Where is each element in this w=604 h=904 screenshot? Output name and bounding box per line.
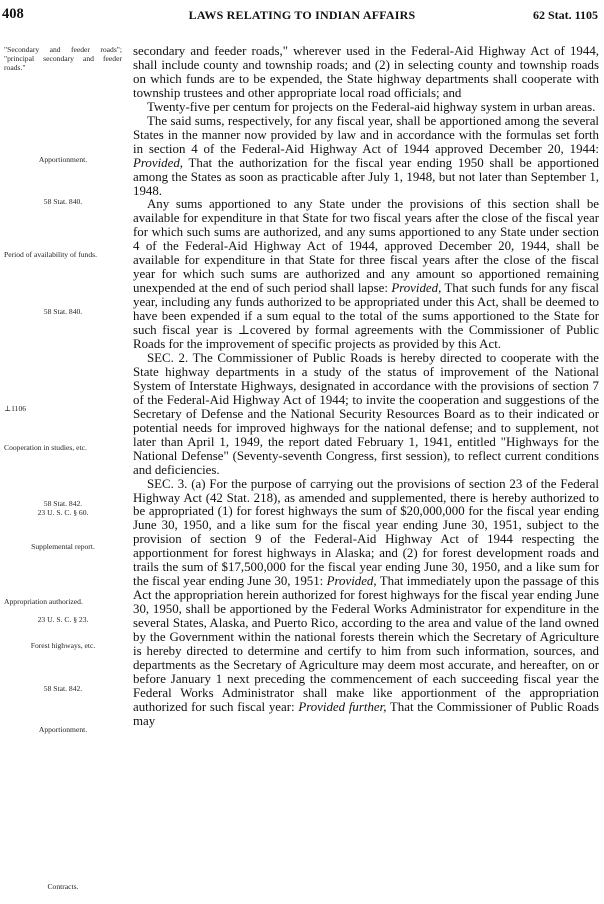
margin-note: 58 Stat. 840. — [43, 307, 83, 316]
margin-note: Apportionment. — [38, 725, 88, 734]
margin-note: 23 U. S. C. § 23. — [37, 615, 89, 624]
margin-note: Appropriation authorized. — [4, 597, 83, 606]
page-number: 408 — [2, 6, 24, 22]
margin-note: Period of availability of funds. — [4, 250, 98, 259]
paragraph: The said sums, respectively, for any fiscal year, shall be apportioned among the several States in the manner now provided by law and in accordance with the formulas set forth in section 4 of the Federal-Aid Highway Act of 1944 approved December 20, 1944: Provided, That the authorization for the fiscal year ending 1950 shall be apportioned among the States as soon as practicable after July 1, 1948, but not later than September 1, 1948. — [133, 113, 599, 198]
statute-text — [133, 45, 599, 729]
margin-note: Apportionment. — [38, 155, 88, 164]
margin-note: 58 Stat. 842. — [43, 684, 83, 693]
paragraph: secondary and feeder roads," wherever used in the Federal-Aid Highway Act of 1944, shall include county and township roads; and (2) in selecting county and township roads on which funds are to be expended, the State highway departments shall cooperate with township trustees and other appropriate local road officials; and — [133, 44, 599, 100]
margin-note: 58 Stat. 840. — [43, 197, 83, 206]
section-2-paragraph: SEC. 2. The Commissioner of Public Roads is hereby directed to cooperate with the State highway departments in a study of the status of improvement of the National System of Interstate Highways, designated in accordance with the provisions of section 7 of the Federal-Aid Highway Act of 1944; to invite the cooperation and suggestions of the Secretary of Defense and the National Security Resources Board as to their indicated or potential needs for improved highways for the national defense; and to supplement, not later than April 1, 1949, the report dated February 1, 1941, entitled "Highways for the National Defense" (Seventy-seventh Congress, first session), to reflect current conditions and deficiencies. — [133, 350, 599, 477]
margin-note: "Secondary and feeder roads"; "principal secondary and feeder roads." — [4, 45, 122, 72]
statute-reference: 62 Stat. 1105 — [532, 8, 598, 22]
section-3-paragraph: SEC. 3. (a) For the purpose of carrying out the provisions of section 23 of the Federal Highway Act (42 Stat. 218), as amended and supplemented, there is hereby authorized to be appropriated (1) for forest highways the sum of $20,000,000 for the fiscal year ending June 30, 1950, and a like sum for the fiscal year ending June 30, 1951, subject to the provision of section 9 of the Federal-Aid Highway Act of 1944 respecting the apportionment for forest highways in Alaska; and (2) for forest development roads and trails the sum of $17,500,000 for the fiscal year ending June 30, 1950, and a like sum for the fiscal year ending June 30, 1951: Provided, That immediately upon the passage of this Act the appropriation herein authorized for forest highways for the fiscal year ending June 30, 1950, shall be apportioned by the Federal Works Administrator for expenditure in the several States, Alaska, and Puerto Rico, according to the area and value of the land owned by the Government within the national forests therein which the Secretary of Agriculture is hereby directed to determine and certify to him from such information, sources, and departments as the Secretary of Agriculture may deem most accurate, and hereafter, on or before January 1 next preceding the commencement of each succeeding fiscal year the Federal Works Administrator shall make like apportionment of the appropriation authorized for such fiscal year: Provided further, That the Commissioner of Public Roads may — [133, 476, 599, 728]
paragraph: Twenty-five per centum for projects on the Federal-aid highway system in urban areas. — [147, 99, 596, 114]
running-title: LAWS RELATING TO INDIAN AFFAIRS — [188, 8, 416, 22]
paragraph: Any sums apportioned to any State under the provisions of this section shall be available for expenditure in that State for two fiscal years after the close of the fiscal year for which such sums are authorized, and any sums apportioned to any State under section 4 of the Federal-Aid Highway Act of 1944, approved December 20, 1944, shall be available for expenditure in that State for three fiscal years after the close of the fiscal year for which such sums are authorized and any amount so apportioned remaining unexpended at the end of such period shall lapse: Provided, That such funds for any fiscal year, including any funds authorized to be appropriated under this Act, shall be deemed to have been expended if a sum equal to the total of the sums apportioned to the State for such fiscal year is ⊥covered by formal agreements with the Commissioner of Public Roads for the improvement of specific projects as provided by this Act. — [133, 197, 599, 352]
running-header — [0, 6, 604, 26]
margin-note: 23 U. S. C. § 60. — [37, 508, 89, 517]
margin-note: Cooperation in studies, etc. — [4, 443, 87, 452]
margin-note: Forest highways, etc. — [30, 641, 96, 650]
margin-note: Contracts. — [47, 882, 79, 891]
margin-note: ⊥1106 — [4, 404, 27, 413]
margin-note: Supplemental report. — [31, 542, 95, 551]
margin-note: 58 Stat. 842. — [43, 499, 83, 508]
